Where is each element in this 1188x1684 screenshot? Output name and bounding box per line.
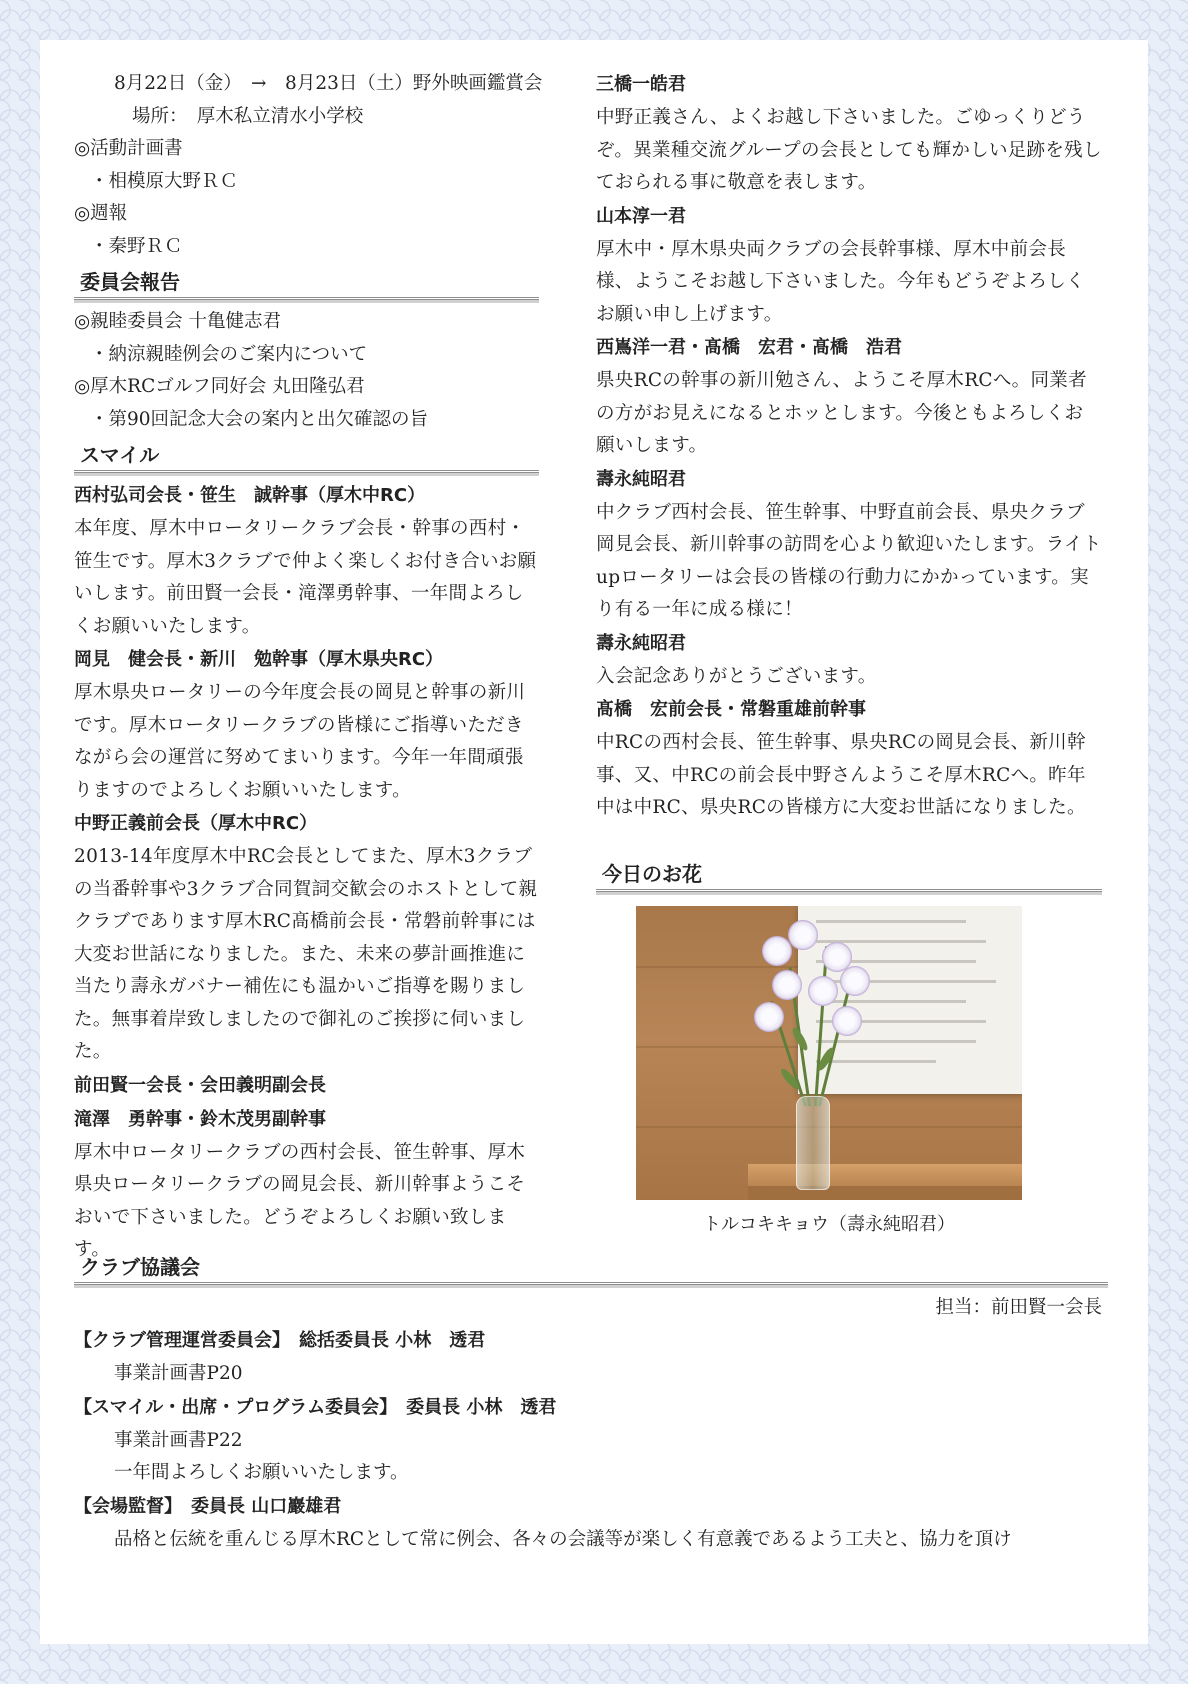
smile-entry-name: 岡見 健会長・新川 勉幹事（厚木県央RC） — [74, 649, 444, 670]
flower-bloom — [808, 976, 838, 1006]
smile-entry-body: 厚木県央ロータリーの今年度会長の岡見と幹事の新川です。厚木ロータリークラブの皆様にご指導いただきながら会の運営に努めてまいります。今年一年間頑張りますのでよろしくお願いいたします。 — [74, 682, 526, 801]
smile-entry-body: 2013-14年度厚木中RC会長としてまた、厚木3クラブの当番幹事や3クラブ合同賀詞交歓会のホストとして親クラブであります厚木RC髙橋前会長・常磐前幹事には大変お世話になりました。また、未来の夢計画推進に当たり壽永ガバナー補佐にも温かいご指導を賜りました。無事着岸致しましたので御礼のご挨拶に伺いました。 — [74, 846, 538, 1062]
intro-line: ・相模原大野ＲＣ — [90, 170, 239, 192]
flower-caption: トルコキキョウ（壽永純昭君） — [703, 1213, 955, 1235]
smile-entry-body: 県央RCの幹事の新川勉さん、ようこそ厚木RCへ。同業者の方がお見えになるとホッとします。今後ともよろしくお願いします。 — [596, 370, 1087, 456]
flower-photo — [636, 906, 1022, 1200]
intro-line: ◎週報 — [74, 203, 128, 224]
right-column — [596, 68, 1102, 1238]
smile-entry-body: 中野正義さん、よくお越し下さいました。ごゆっくりどうぞ。異業種交流グループの会長としても輝かしい足跡を残しておられる事に敬意を表します。 — [596, 107, 1102, 193]
glass-vase — [796, 1096, 830, 1190]
council-line: 一年間よろしくお願いいたします。 — [114, 1462, 409, 1483]
smile-entry-name: 前田賢一会長・会田義明副会長 — [74, 1074, 326, 1096]
committee-heading: 委員会報告 — [74, 265, 539, 300]
flower-bloom — [754, 1002, 784, 1032]
intro-line: ◎活動計画書 — [74, 138, 183, 159]
smile-entry-name: 中野正義前会長（厚木中RC） — [74, 813, 318, 834]
council-heading: クラブ協議会 — [74, 1250, 1108, 1285]
banner-text-line — [816, 1060, 936, 1063]
smile-entry-body: 厚木中ロータリークラブの西村会長、笹生幹事、厚木県央ロータリークラブの岡見会長、新川幹事ようこそおいで下さいました。どうぞよろしくお願い致します。 — [74, 1141, 526, 1260]
flower-bloom — [840, 966, 870, 996]
flower-bloom — [762, 936, 792, 966]
committee-line: ・第90回記念大会の案内と出欠確認の旨 — [90, 408, 429, 430]
flower-photo-block — [636, 906, 1022, 1238]
committee-block — [74, 306, 539, 436]
smile-entry-body: 厚木中・厚木県央両クラブの会長幹事様、厚木中前会長様、ようこそお越し下さいました。今年もどうぞよろしくお願い申し上げます。 — [596, 238, 1085, 325]
smile-entry-name: 滝澤 勇幹事・鈴木茂男副幹事 — [74, 1108, 326, 1130]
page-sheet — [40, 40, 1148, 1644]
committee-line: ◎厚木RCゴルフ同好会 丸田隆弘君 — [74, 376, 365, 397]
smile-heading: スマイル — [74, 438, 539, 473]
flower-bloom — [772, 970, 802, 1000]
smile-entry-name: 髙橋 宏前会長・常磐重雄前幹事 — [596, 699, 866, 720]
council-line: 品格と伝統を重んじる厚木RCとして常に例会、各々の会議等が楽しく有意義であるよう工夫と、協力を頂け — [114, 1528, 1012, 1550]
smile-entry-body: 本年度、厚木中ロータリークラブ会長・幹事の西村・笹生です。厚木3クラブで仲よく楽しくお付き合いお願いします。前田賢一会長・滝澤勇幹事、一年間よろしくお願いいたします。 — [74, 518, 537, 637]
council-block — [74, 1292, 1102, 1556]
smile-entry-name: 西嶌洋一君・髙橋 宏君・髙橋 浩君 — [596, 337, 902, 358]
table-top — [748, 1164, 1022, 1186]
intro-block — [74, 68, 543, 263]
banner-text-line — [816, 1000, 966, 1003]
smile-entry-body: 入会記念ありがとうございます。 — [596, 665, 877, 687]
smile-list-left — [74, 479, 539, 1267]
smile-entry-body: 中クラブ西村会長、笹生幹事、中野直前会長、県央クラブ岡見会長、新川幹事の訪問を心より歓迎いたします。ライトupロータリーは会長の皆様の行動力にかかっています。実り有る一年に成る様に！ — [596, 501, 1102, 620]
intro-line: 8月22日（金） → 8月23日（土）野外映画鑑賞会 — [114, 73, 543, 94]
smile-entry-name: 山本淳一君 — [596, 205, 686, 227]
council-line: 【会場監督】 委員長 山口巖雄君 — [74, 1495, 342, 1517]
left-column — [74, 68, 543, 1267]
council-line: 事業計画書P22 — [114, 1429, 243, 1451]
council-lines — [74, 1324, 1102, 1556]
banner-text-line — [816, 920, 966, 923]
committee-line: ・納涼親睦例会のご案内について — [90, 343, 368, 365]
committee-line: ◎親睦委員会 十亀健志君 — [74, 311, 282, 332]
smile-entry-name: 三橋一皓君 — [596, 74, 686, 95]
table-face — [748, 1186, 1022, 1200]
flower-heading: 今日のお花 — [596, 857, 1102, 892]
smile-entry-body: 中RCの西村会長、笹生幹事、県央RCの岡見会長、新川幹事、又、中RCの前会長中野さんようこそ厚木RCへ。昨年中は中RC、県央RCの皆様方に大変お世話になりました。 — [596, 732, 1086, 818]
intro-line: ・秦野ＲＣ — [90, 235, 183, 257]
spacer — [596, 825, 1102, 855]
flower-bloom — [832, 1006, 862, 1036]
council-line: 事業計画書P20 — [114, 1363, 243, 1384]
flower-bloom — [788, 920, 818, 950]
council-tanto: 担当：前田賢一会長 — [935, 1297, 1102, 1318]
smile-entry-name: 西村弘司会長・笹生 誠幹事（厚木中RC） — [74, 485, 426, 506]
council-line: 【スマイル・出席・プログラム委員会】 委員長 小林 透君 — [74, 1396, 557, 1418]
smile-list-right — [596, 68, 1102, 825]
smile-entry-name: 壽永純昭君 — [596, 468, 686, 490]
council-line: 【クラブ管理運営委員会】 総括委員長 小林 透君 — [74, 1330, 486, 1351]
banner-text-line — [816, 1040, 976, 1043]
intro-line: 場所： 厚木私立清水小学校 — [132, 105, 364, 127]
smile-entry-name: 壽永純昭君 — [596, 632, 686, 654]
